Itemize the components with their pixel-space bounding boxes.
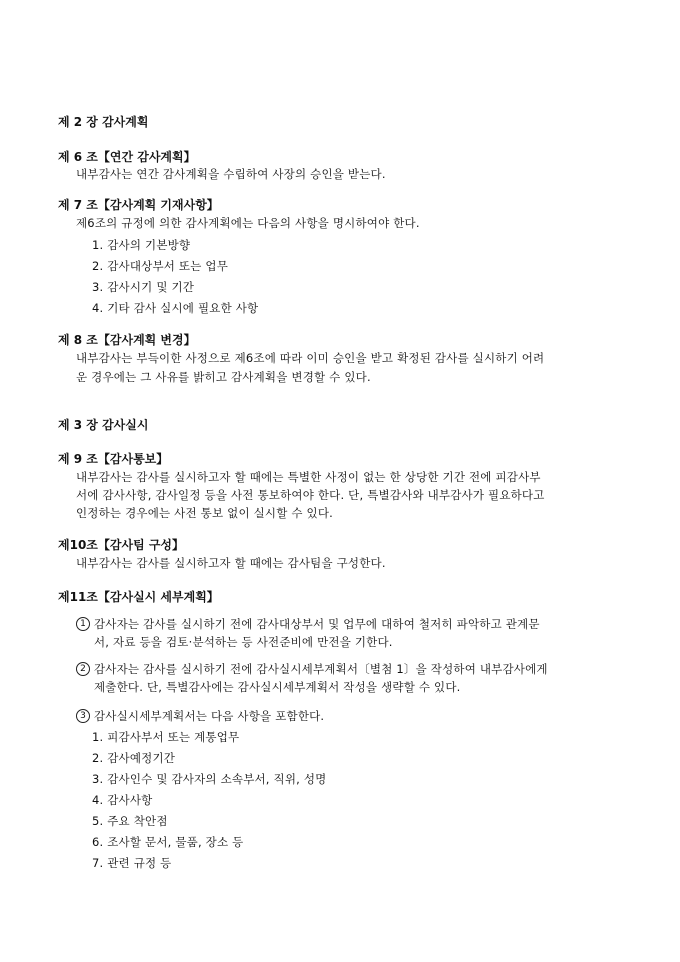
article-7-item: 4. 기타 감사 실시에 필요한 사항 [92, 301, 259, 315]
paragraph-3-item: 5. 주요 착안점 [92, 814, 168, 828]
chapter-3-heading: 제 3 장 감사실시 [58, 418, 149, 432]
paragraph-3-item: 4. 감사사항 [92, 793, 153, 807]
article-7-intro: 제6조의 규정에 의한 감사계획에는 다음의 사항을 명시하여야 한다. [76, 216, 420, 230]
article-9-line: 서에 감사사항, 감사일정 등을 사전 통보하여야 한다. 단, 특별감사와 내부감사가 필요하다고 [76, 488, 545, 502]
paragraph-3-number: 3 [76, 709, 90, 723]
article-9-line: 인정하는 경우에는 사전 통보 없이 실시할 수 있다. [76, 506, 334, 520]
paragraph-2-number: 2 [76, 662, 90, 676]
article-6-text: 내부감사는 연간 감사계획을 수립하여 사장의 승인을 받는다. [76, 167, 386, 181]
article-11-heading: 제11조【감사실시 세부계획】 [58, 590, 219, 604]
article-9-heading: 제 9 조【감사통보】 [58, 452, 169, 466]
paragraph-2-line: 감사자는 감사를 실시하기 전에 감사실시세부계획서〔별첨 1〕을 작성하여 내부감사에게 [94, 662, 548, 676]
paragraph-1-line: 서, 자료 등을 검토·분석하는 등 사전준비에 만전을 기한다. [94, 635, 393, 649]
paragraph-1-number: 1 [76, 617, 90, 631]
article-7-heading: 제 7 조【감사계획 기재사항】 [58, 198, 219, 212]
article-6-heading: 제 6 조【연간 감사계획】 [58, 150, 196, 164]
article-9-line: 내부감사는 감사를 실시하고자 할 때에는 특별한 사정이 없는 한 상당한 기간 전에 피감사부 [76, 470, 541, 484]
article-8-line: 운 경우에는 그 사유를 밝히고 감사계획을 변경할 수 있다. [76, 370, 371, 384]
paragraph-3-item: 2. 감사예정기간 [92, 751, 176, 765]
article-7-item: 2. 감사대상부서 또는 업무 [92, 259, 229, 273]
chapter-2-heading: 제 2 장 감사계획 [58, 115, 149, 129]
article-8-heading: 제 8 조【감사계획 변경】 [58, 333, 196, 347]
paragraph-2-line: 제출한다. 단, 특별감사에는 감사실시세부계획서 작성을 생략할 수 있다. [94, 680, 461, 694]
article-7-item: 1. 감사의 기본방향 [92, 238, 191, 252]
paragraph-3-item: 6. 조사할 문서, 물품, 장소 등 [92, 835, 244, 849]
paragraph-1-line: 감사자는 감사를 실시하기 전에 감사대상부서 및 업무에 대하여 철저히 파악하고 관계문 [94, 617, 540, 631]
article-10-heading: 제10조【감사팀 구성】 [58, 538, 185, 552]
article-7-item: 3. 감사시기 및 기간 [92, 280, 195, 294]
article-8-line: 내부감사는 부득이한 사정으로 제6조에 따라 이미 승인을 받고 확정된 감사를 실시하기 어려 [76, 351, 545, 365]
paragraph-3-item: 3. 감사인수 및 감사자의 소속부서, 직위, 성명 [92, 772, 327, 786]
paragraph-3-item: 7. 관련 규정 등 [92, 856, 172, 870]
paragraph-3-item: 1. 피감사부서 또는 계통업무 [92, 730, 240, 744]
paragraph-3-intro: 감사실시세부계획서는 다음 사항을 포함한다. [94, 709, 325, 723]
article-10-text: 내부감사는 감사를 실시하고자 할 때에는 감사팀을 구성한다. [76, 556, 386, 570]
